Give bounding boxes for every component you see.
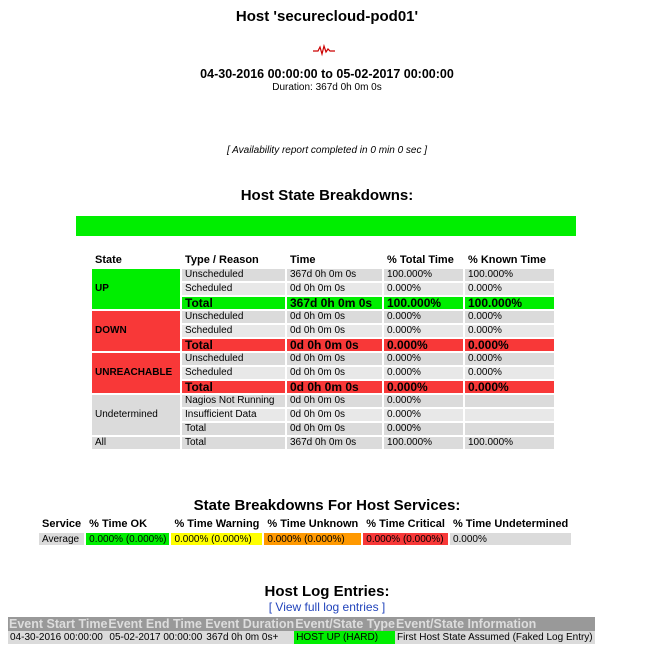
time-cell: 0d 0h 0m 0s [287, 353, 382, 365]
known-pct-cell: 0.000% [465, 325, 554, 337]
state-undetermined-label: Undetermined [92, 395, 180, 435]
reason-cell: Total [182, 381, 285, 393]
known-pct-cell: 100.000% [465, 437, 554, 449]
reason-cell: Unscheduled [182, 269, 285, 281]
column-header: State [95, 254, 122, 266]
column-header: Event Duration [205, 617, 295, 631]
time-cell: 367d 0h 0m 0s [287, 297, 382, 309]
time-undetermined-cell: 0.000% [450, 533, 571, 545]
table-row [92, 269, 554, 281]
reason-cell: Unscheduled [182, 311, 285, 323]
total-pct-cell: 0.000% [384, 381, 463, 393]
total-pct-cell: 0.000% [384, 353, 463, 365]
service-name-cell: Average [39, 533, 84, 545]
column-header: % Time OK [89, 518, 148, 530]
trends-graph-icon[interactable] [313, 43, 335, 57]
table-row [8, 631, 595, 644]
total-pct-cell: 0.000% [384, 339, 463, 351]
reason-cell: Scheduled [182, 367, 285, 379]
report-range: 04-30-2016 00:00:00 to 05-02-2017 00:00:00 [200, 67, 454, 81]
total-pct-cell: 100.000% [384, 297, 463, 309]
report-duration: Duration: 367d 0h 0m 0s [272, 82, 382, 93]
table-row [92, 311, 554, 323]
state-up-label: UP [92, 269, 180, 309]
time-cell: 0d 0h 0m 0s [287, 381, 382, 393]
column-header: Service [42, 518, 82, 530]
service-breakdowns-title: State Breakdowns For Host Services: [193, 497, 461, 514]
column-header: % Known Time [468, 254, 547, 266]
table-header-row [39, 517, 571, 531]
known-pct-cell: 100.000% [465, 297, 554, 309]
time-unknown-cell: 0.000% (0.000%) [264, 533, 361, 545]
time-cell: 0d 0h 0m 0s [287, 325, 382, 337]
total-pct-cell: 0.000% [384, 395, 463, 407]
column-header: % Time Undetermined [452, 518, 569, 530]
known-pct-cell: 0.000% [465, 339, 554, 351]
report-status: [ Availability report completed in 0 min 0 sec ] [226, 145, 428, 156]
total-pct-cell: 100.000% [384, 437, 463, 449]
host-state-breakdown-table [90, 251, 556, 451]
total-pct-cell: 100.000% [384, 269, 463, 281]
time-cell: 0d 0h 0m 0s [287, 311, 382, 323]
time-warning-cell: 0.000% (0.000%) [171, 533, 262, 545]
known-pct-cell: 0.000% [465, 353, 554, 365]
column-header: Event End Time [107, 617, 204, 631]
column-header: Event Start Time [9, 617, 108, 631]
event-type-cell: HOST UP (HARD) [294, 631, 395, 644]
column-header: Event/State Information [395, 617, 595, 631]
reason-cell: Scheduled [182, 283, 285, 295]
known-pct-cell: 100.000% [465, 269, 554, 281]
table-header-row [92, 253, 554, 267]
reason-cell: Total [182, 437, 285, 449]
known-pct-cell: 0.000% [465, 311, 554, 323]
event-info-cell: First Host State Assumed (Faked Log Entry) [397, 632, 593, 643]
reason-cell: Total [182, 423, 285, 435]
column-header: % Time Unknown [267, 518, 359, 530]
total-pct-cell: 0.000% [384, 423, 463, 435]
column-header: % Total Time [387, 254, 454, 266]
known-pct-cell [465, 409, 554, 421]
column-header: % Time Warning [174, 518, 260, 530]
column-header: Type / Reason [185, 254, 259, 266]
known-pct-cell: 0.000% [465, 381, 554, 393]
host-state-breakdowns-title: Host State Breakdowns: [240, 187, 414, 204]
total-pct-cell: 0.000% [384, 367, 463, 379]
reason-cell: Nagios Not Running [182, 395, 285, 407]
time-cell: 367d 0h 0m 0s [287, 269, 382, 281]
time-cell: 0d 0h 0m 0s [287, 339, 382, 351]
table-row [92, 395, 554, 407]
column-header: Event/State Type [295, 617, 395, 631]
time-cell: 0d 0h 0m 0s [287, 423, 382, 435]
state-all-label: All [92, 437, 180, 449]
known-pct-cell [465, 395, 554, 407]
total-pct-cell: 0.000% [384, 409, 463, 421]
reason-cell: Total [182, 339, 285, 351]
total-pct-cell: 0.000% [384, 311, 463, 323]
column-header: Time [290, 254, 316, 266]
table-row [92, 353, 554, 365]
known-pct-cell: 0.000% [465, 283, 554, 295]
log-entries-table [8, 617, 595, 644]
column-header: % Time Critical [366, 518, 445, 530]
reason-cell: Insufficient Data [182, 409, 285, 421]
table-row [39, 533, 571, 545]
total-pct-cell: 0.000% [384, 283, 463, 295]
availability-bar [76, 216, 576, 236]
state-unreachable-label: UNREACHABLE [92, 353, 180, 393]
reason-cell: Scheduled [182, 325, 285, 337]
host-log-entries-title: Host Log Entries: [264, 583, 390, 600]
time-cell: 0d 0h 0m 0s [287, 395, 382, 407]
service-breakdown-table [37, 515, 573, 547]
page-title: Host 'securecloud-pod01' [235, 8, 419, 25]
time-cell: 0d 0h 0m 0s [287, 367, 382, 379]
time-cell: 0d 0h 0m 0s [287, 409, 382, 421]
event-duration-cell: 367d 0h 0m 0s+ [204, 631, 294, 644]
view-full-log-link[interactable]: [ View full log entries ] [268, 600, 386, 614]
known-pct-cell [465, 423, 554, 435]
reason-cell: Unscheduled [182, 353, 285, 365]
event-end-cell: 05-02-2017 00:00:00 [109, 632, 203, 643]
total-pct-cell: 0.000% [384, 325, 463, 337]
time-cell: 367d 0h 0m 0s [287, 437, 382, 449]
time-critical-cell: 0.000% (0.000%) [363, 533, 448, 545]
table-header-row [8, 617, 595, 631]
time-ok-cell: 0.000% (0.000%) [86, 533, 169, 545]
time-cell: 0d 0h 0m 0s [287, 283, 382, 295]
reason-cell: Total [182, 297, 285, 309]
state-down-label: DOWN [92, 311, 180, 351]
table-row [92, 437, 554, 449]
event-start-cell: 04-30-2016 00:00:00 [8, 631, 107, 644]
known-pct-cell: 0.000% [465, 367, 554, 379]
